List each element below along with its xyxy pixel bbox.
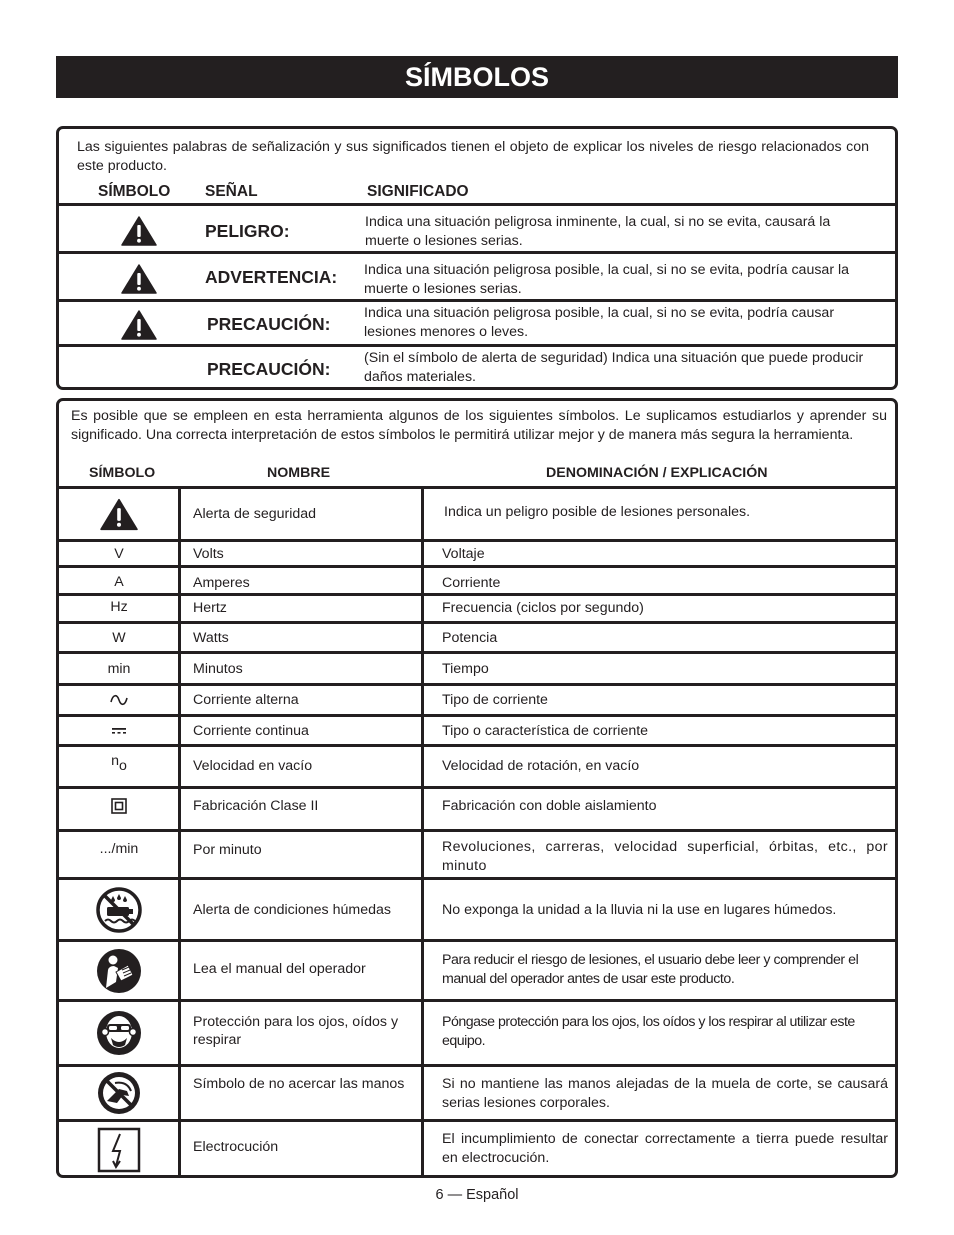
symbol-cell xyxy=(59,942,179,999)
symbols-box xyxy=(56,398,898,1178)
wet-conditions-icon xyxy=(96,887,142,933)
signal-row xyxy=(59,251,895,296)
table-row xyxy=(59,829,895,877)
symbol-explanation: Tipo o característica de corriente xyxy=(442,723,649,739)
symbol-name: Alerta de seguridad xyxy=(193,506,317,522)
symbol-explanation: Póngase protección para los ojos, los oídos y los respirar al utilizar este equipo. xyxy=(442,1014,855,1049)
page-footer: 6 — Español xyxy=(435,1187,519,1203)
header-name: NOMBRE xyxy=(267,465,331,481)
symbol-explanation: Si no mantiene las manos alejadas de la muela de corte, se causará serias lesiones corporales. xyxy=(442,1076,888,1111)
read-manual-icon xyxy=(96,948,142,994)
page-title: SÍMBOLOS xyxy=(56,56,898,98)
symbol-name: Velocidad en vacío xyxy=(193,758,313,774)
symbol-explanation: Revoluciones, carreras, velocidad superficial, órbitas, etc., por minuto xyxy=(442,839,888,874)
eye-ear-protection-icon xyxy=(96,1009,142,1057)
symbol-name: Fabricación Clase II xyxy=(193,798,319,814)
table-row xyxy=(59,621,895,651)
signal-intro-text: Las siguientes palabras de señalización y sus significados tienen el objeto de explicar los niveles de riesgo relacionados con este producto. xyxy=(77,139,869,174)
symbol-cell: W xyxy=(112,629,126,646)
direct-current-icon xyxy=(111,727,127,735)
symbol-sub-o: o xyxy=(119,757,127,774)
signal-meaning: Indica una situación peligrosa posible, la cual, si no se evita, podría causar la muerte o lesiones serias. xyxy=(364,262,850,297)
symbol-cell xyxy=(59,717,179,744)
symbol-cell xyxy=(59,747,179,786)
table-row xyxy=(59,593,895,621)
header-signal: SEÑAL xyxy=(205,183,258,200)
symbol-name: Minutos xyxy=(193,661,243,677)
symbol-cell xyxy=(59,686,179,714)
symbol-explanation: Fabricación con doble aislamiento xyxy=(442,798,657,814)
warning-triangle-icon xyxy=(100,498,138,531)
symbol-cell xyxy=(59,880,179,939)
table-row xyxy=(59,486,895,539)
symbol-explanation: Velocidad de rotación, en vacío xyxy=(442,758,640,774)
symbol-explanation: Para reducir el riesgo de lesiones, el usuario debe leer y comprender el manual del operador antes de usar este producto. xyxy=(442,952,859,987)
symbol-name: Hertz xyxy=(193,600,227,616)
symbols-intro-text: Es posible que se empleen en esta herramienta algunos de los siguientes símbolos. Le suplicamos estudiarlos y aprender su significado. Una correcta interpretación de estos símbolos le permitirá utilizar mejor y de manera más segura la herramienta. xyxy=(71,408,887,443)
table-row xyxy=(59,744,895,786)
signal-meaning: Indica una situación peligrosa inminente, la cual, si no se evita, causará la muerte o lesiones serias. xyxy=(365,214,831,249)
symbol-name: Electrocución xyxy=(193,1139,279,1155)
symbol-cell: A xyxy=(114,574,124,590)
warning-triangle-icon xyxy=(121,310,157,340)
alternating-current-icon xyxy=(109,693,129,707)
keep-hands-away-icon xyxy=(97,1071,141,1115)
symbol-explanation: Voltaje xyxy=(442,546,485,562)
symbol-name: Alerta de condiciones húmedas xyxy=(193,902,391,918)
symbol-explanation: El incumplimiento de conectar correctamente a tierra puede resultar en electrocución. xyxy=(442,1131,888,1166)
symbol-name: Corriente continua xyxy=(193,723,309,739)
signal-word: PRECAUCIÓN: xyxy=(207,314,331,334)
symbol-name: Símbolo de no acercar las manos xyxy=(193,1076,405,1092)
symbol-name: Protección para los ojos, oídos y respirar xyxy=(193,1014,399,1048)
symbol-cell xyxy=(59,1002,179,1064)
symbol-explanation: No exponga la unidad a la lluvia ni la use en lugares húmedos. xyxy=(442,902,837,918)
table-row xyxy=(59,539,895,565)
signal-meaning: (Sin el símbolo de alerta de seguridad) Indica una situación que puede producir daños materiales. xyxy=(364,350,864,385)
symbol-explanation: Tipo de corriente xyxy=(442,692,548,708)
signal-meaning: Indica una situación peligrosa posible, la cual, si no se evita, podría causar lesiones menores o leves. xyxy=(364,305,835,340)
warning-triangle-icon xyxy=(121,264,157,294)
header-symbol: SÍMBOLO xyxy=(98,183,171,200)
electrocution-icon xyxy=(97,1127,141,1173)
symbol-name: Watts xyxy=(193,630,229,646)
table-row xyxy=(59,1119,895,1178)
table-row xyxy=(59,1064,895,1119)
signal-word: PELIGRO: xyxy=(205,221,290,241)
warning-triangle-icon xyxy=(121,216,157,246)
signal-row xyxy=(59,299,895,344)
signal-row xyxy=(59,203,895,248)
header-symbol: SÍMBOLO xyxy=(89,465,156,481)
table-row xyxy=(59,565,895,593)
symbol-cell xyxy=(59,489,179,539)
symbol-name: Volts xyxy=(193,546,224,562)
symbol-explanation: Corriente xyxy=(442,575,501,591)
class-ii-icon xyxy=(111,798,127,814)
symbol-cell: V xyxy=(114,545,124,562)
symbol-cell: .../min xyxy=(99,841,139,857)
symbol-name: Por minuto xyxy=(193,842,262,858)
table-row xyxy=(59,714,895,744)
symbol-cell xyxy=(59,1067,179,1119)
table-row xyxy=(59,939,895,999)
symbol-name: Amperes xyxy=(193,575,250,591)
symbol-cell xyxy=(59,789,179,829)
table-row xyxy=(59,683,895,714)
symbol-explanation: Indica un peligro posible de lesiones personales. xyxy=(444,504,751,520)
table-row xyxy=(59,651,895,683)
table-row xyxy=(59,877,895,939)
table-row xyxy=(59,999,895,1064)
symbol-cell: Hz xyxy=(110,598,128,615)
header-explanation: DENOMINACIÓN / EXPLICACIÓN xyxy=(546,465,768,481)
symbol-n: n xyxy=(111,752,119,769)
symbol-explanation: Frecuencia (ciclos por segundo) xyxy=(442,600,644,616)
symbol-name: Corriente alterna xyxy=(193,692,299,708)
symbol-cell xyxy=(59,1122,179,1178)
symbol-explanation: Tiempo xyxy=(442,661,489,677)
signal-words-box xyxy=(56,126,898,390)
symbol-cell: min xyxy=(107,660,131,677)
header-meaning: SIGNIFICADO xyxy=(367,183,469,200)
signal-word: ADVERTENCIA: xyxy=(205,267,338,287)
symbol-name: Lea el manual del operador xyxy=(193,961,366,977)
signal-word: PRECAUCIÓN: xyxy=(207,359,331,379)
symbol-explanation: Potencia xyxy=(442,630,498,646)
signal-row xyxy=(59,344,895,390)
table-row xyxy=(59,786,895,829)
